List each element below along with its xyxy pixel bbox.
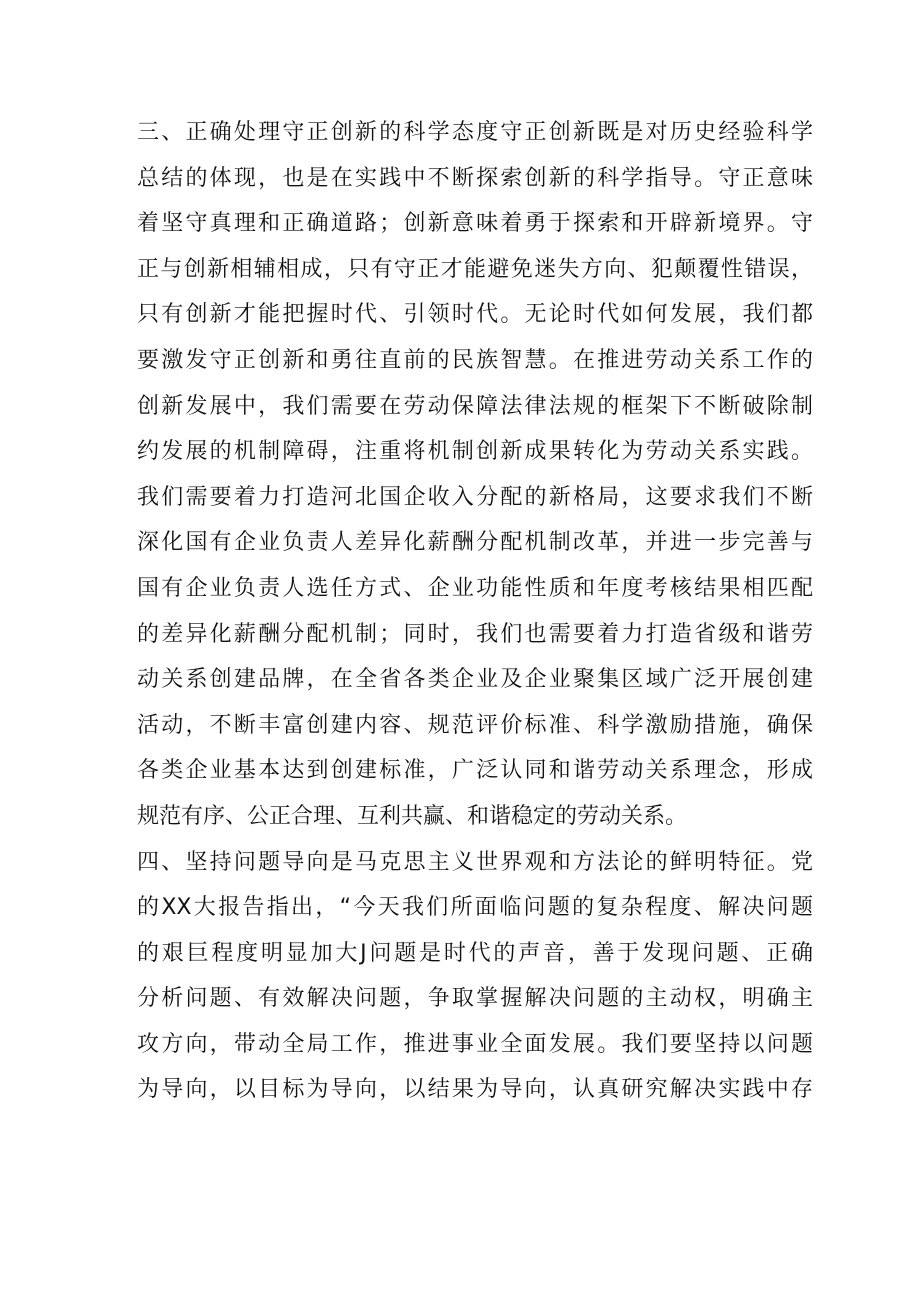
text-line: 约发展的机制障碍，注重将机制创新成果转化为劳动关系实践。	[137, 439, 813, 465]
body-text	[137, 110, 813, 1113]
text-line: 正与创新相辅相成，只有守正才能避免迷失方向、犯颠覆性错误，	[137, 256, 813, 282]
text-line: 总结的体现，也是在实践中不断探索创新的科学指导。守正意味	[137, 165, 813, 191]
text-line: 四、坚持问题导向是马克思主义世界观和方法论的鲜明特征。党	[137, 849, 813, 875]
text-line: 分析问题、有效解决问题，争取掌握解决问题的主动权，明确主	[137, 986, 813, 1012]
text-line: 三、正确处理守正创新的科学态度守正创新既是对历史经验科学	[137, 120, 813, 145]
text-line: 的差异化薪酬分配机制；同时，我们也需要着力打造省级和谐劳	[137, 621, 813, 647]
text-line: 动关系创建品牌，在全省各类企业及企业聚集区域广泛开展创建	[137, 667, 813, 693]
text-line: 创新发展中，我们需要在劳动保障法律法规的框架下不断破除制	[137, 393, 813, 419]
text-line: 要激发守正创新和勇往直前的民族智慧。在推进劳动关系工作的	[137, 347, 813, 373]
text-line: 的艰巨程度明显加大J问题是时代的声音，善于发现问题、正确	[137, 940, 813, 966]
text-line: 着坚守真理和正确道路；创新意味着勇于探索和开辟新境界。守	[137, 211, 813, 237]
text-line: 规范有序、公正合理、互利共赢、和谐稳定的劳动关系。	[137, 803, 688, 829]
text-line: 攻方向，带动全局工作，推进事业全面发展。我们要坚持以问题	[137, 1031, 813, 1057]
text-line: 只有创新才能把握时代、引领时代。无论时代如何发展，我们都	[137, 302, 813, 328]
text-line: 国有企业负责人选任方式、企业功能性质和年度考核结果相匹配	[137, 575, 813, 601]
text-line: 为导向，以目标为导向，以结果为导向，认真研究解决实践中存	[137, 1077, 813, 1103]
text-line: 各类企业基本达到创建标准，广泛认同和谐劳动关系理念，形成	[137, 758, 813, 784]
text-line: 的XX大报告指出，“今天我们所面临问题的复杂程度、解决问题	[137, 895, 813, 921]
text-line: 我们需要着力打造河北国企收入分配的新格局，这要求我们不断	[137, 484, 813, 510]
text-line: 活动，不断丰富创建内容、规范评价标准、科学激励措施，确保	[137, 712, 813, 738]
text-line: 深化国有企业负责人差异化薪酬分配机制改革，并进一步完善与	[137, 530, 813, 556]
